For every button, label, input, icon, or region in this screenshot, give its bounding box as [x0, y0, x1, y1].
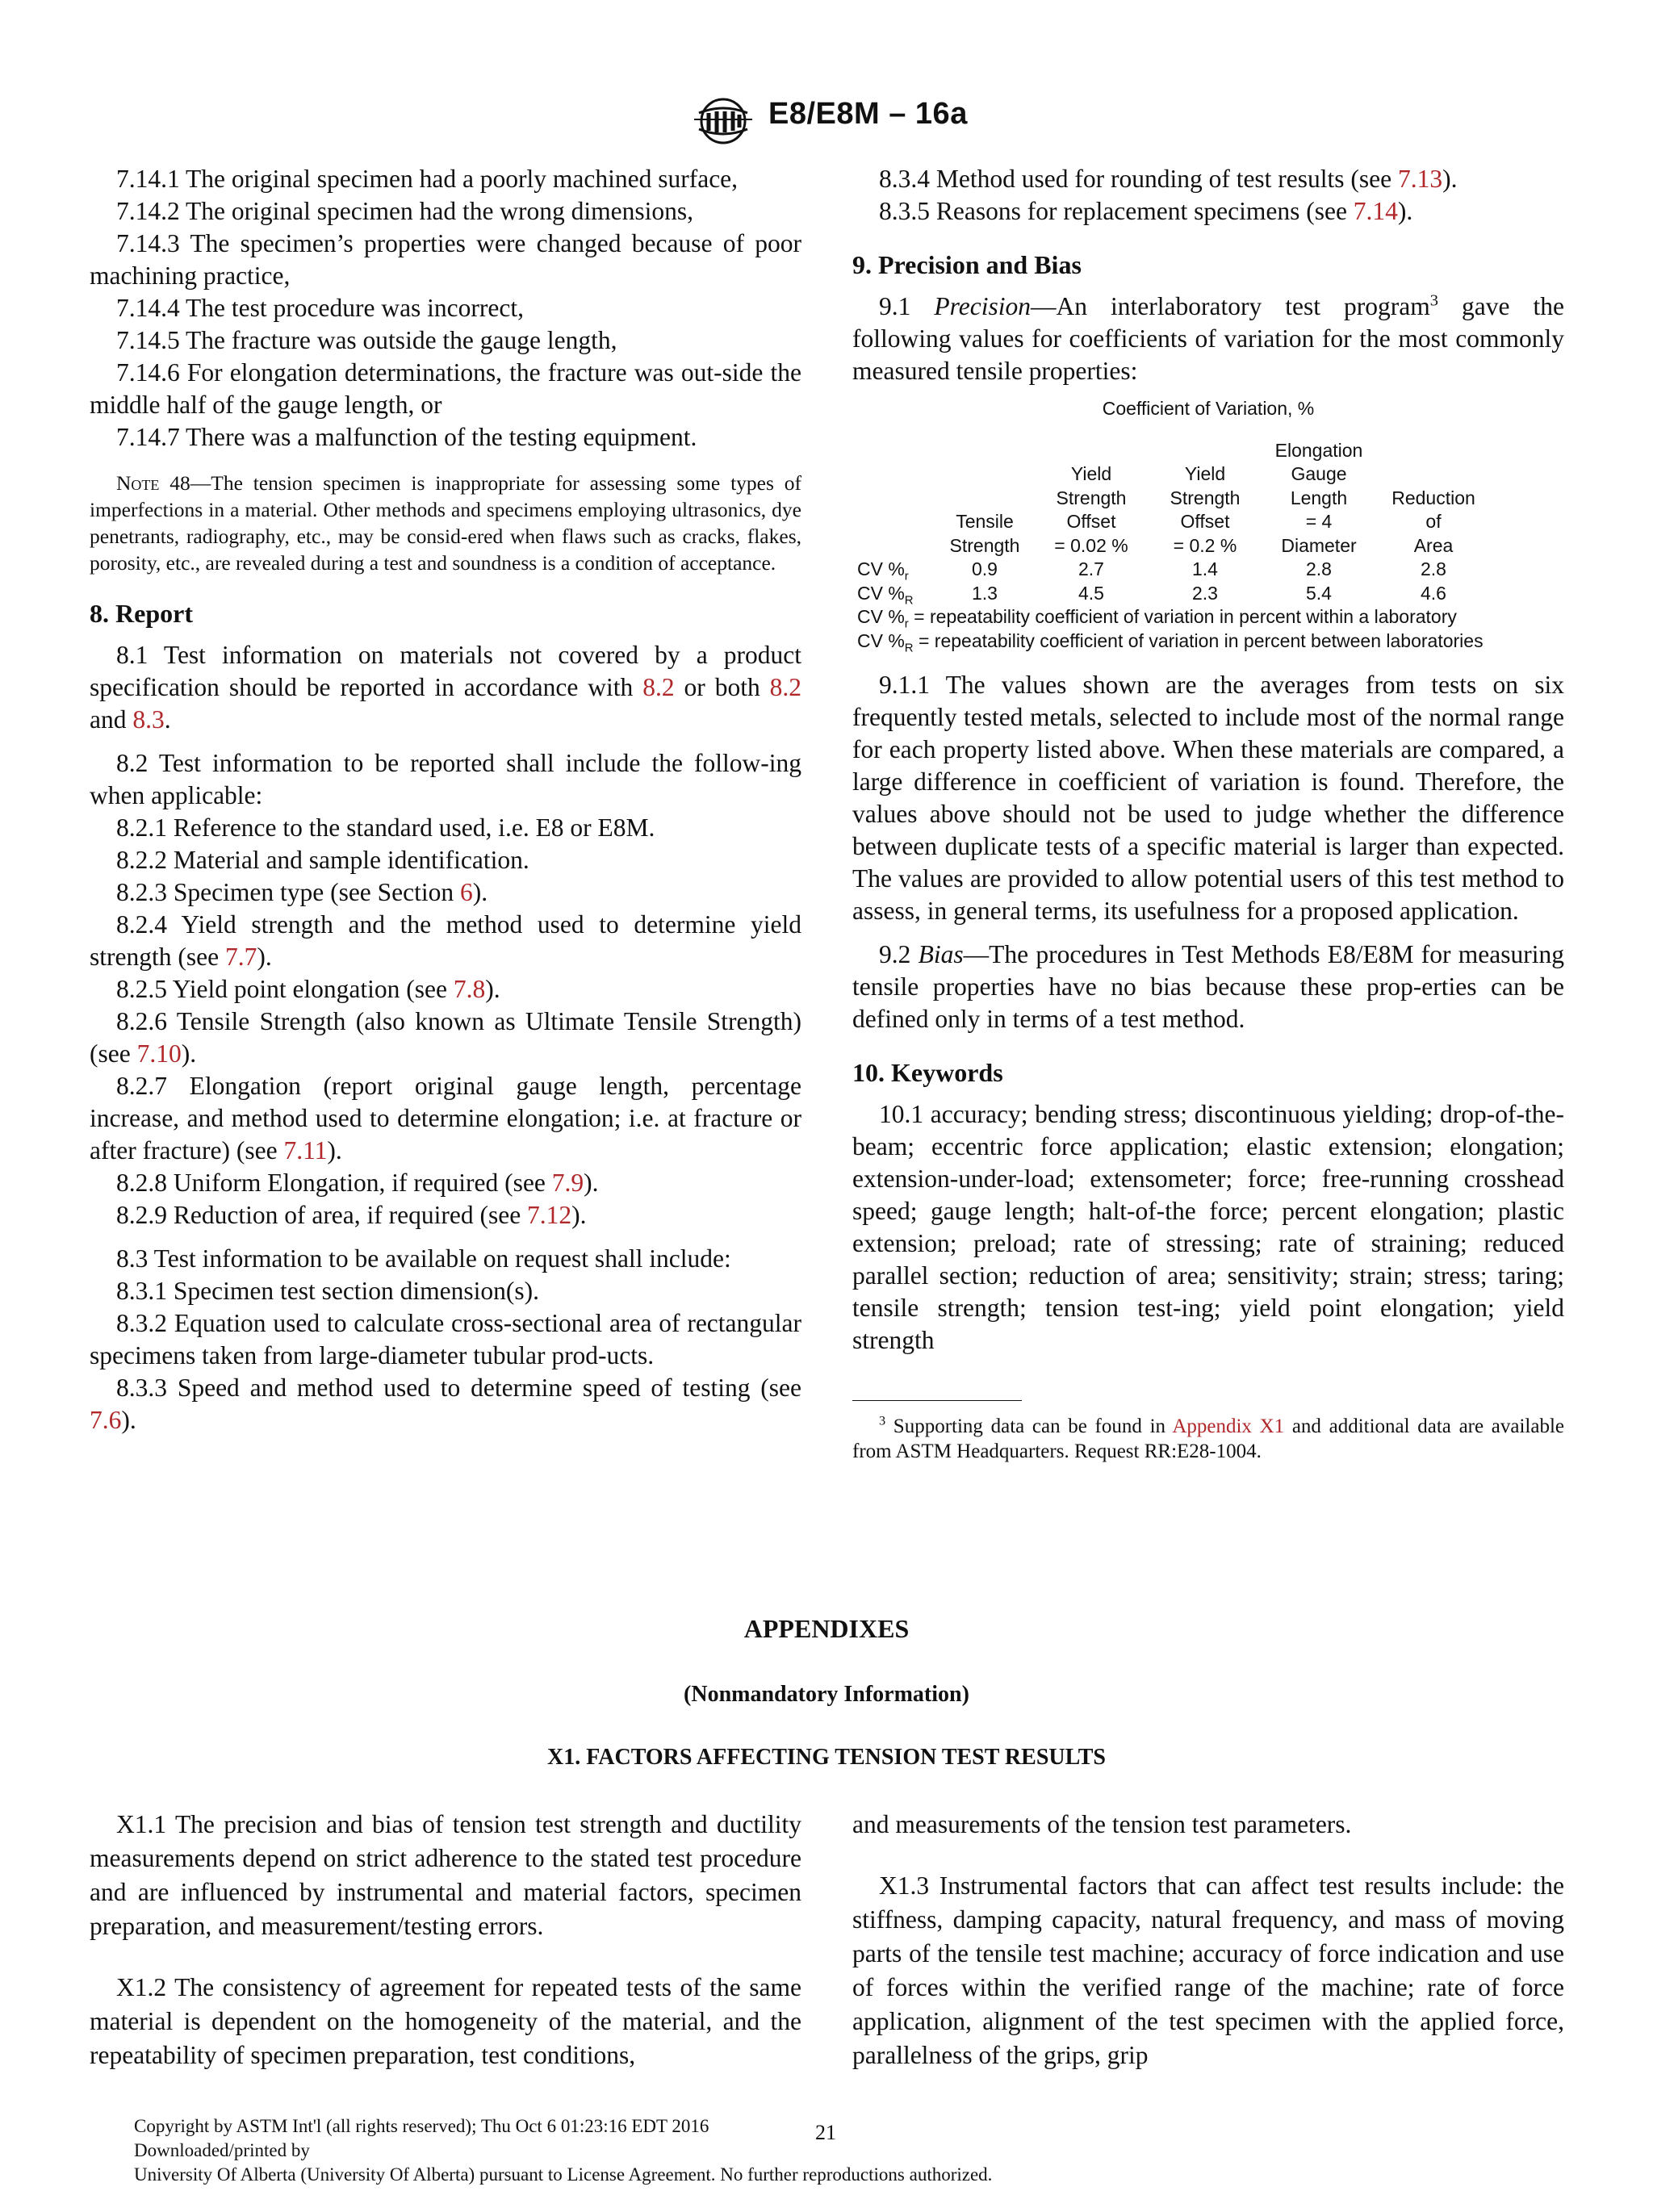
page-number: 21	[815, 2121, 836, 2144]
table-header-cell	[857, 487, 935, 511]
note-text: 48—The tension specimen is inappropriate for assessing some types of imperfections in a material. Other methods and specimens employing ultrasonics, dye penetrants, radiography, etc., may be consid-ered when flaws such as cracks, flakes, porosity, etc., are revealed during a test and soundness is a condition of acceptance.	[90, 471, 801, 575]
clause-7-14-2: 7.14.2 The original specimen had the wrong dimensions,	[116, 197, 694, 225]
table-cell: 2.8	[1306, 558, 1332, 579]
clause-8-3-2: 8.3.2 Equation used to calculate cross-sectional area of rectangular specimens taken from large-diameter tubular prod-ucts.	[90, 1309, 801, 1369]
table-cell: 0.9	[972, 558, 998, 579]
clause-8-2-3: 8.2.3 Specimen type (see Section 6).	[116, 878, 488, 906]
table-caption: Coefficient of Variation, %	[1102, 398, 1315, 419]
clause-x1-1: X1.1 The precision and bias of tension test strength and ductility measurements depend on strict adherence to the stated test procedure and are influenced by instrumental and material factors, specimen preparation, and measurement/testing errors.	[90, 1810, 801, 1940]
ref-7-10-link[interactable]: 7.10	[136, 1039, 182, 1068]
right-column	[852, 163, 1564, 1464]
table-header-cell	[935, 439, 1035, 463]
table-cell: 4.5	[1078, 582, 1104, 604]
page-footer	[134, 2114, 1555, 2187]
table-cell: 1.3	[972, 582, 998, 604]
table-row	[857, 558, 1492, 582]
note-label: Note	[116, 471, 160, 495]
clause-9-2: 9.2 Bias—The procedures in Test Methods E8/E8M for measuring tensile properties have no bias because these prop-erties can be defined only in terms of a test method.	[852, 940, 1565, 1033]
cv-R-definition: CV $\%_R$ = repeatability coefficient of variation in percent between laboratories	[857, 629, 1484, 655]
table-header-cell: Offset	[1180, 511, 1230, 532]
table-header-cell	[935, 462, 1035, 487]
appendix-left-column	[90, 1808, 801, 2072]
cv-table	[852, 397, 1564, 653]
clause-9-1-1: 9.1.1 The values shown are the averages from tests on six frequently tested metals, selected to include most of the normal range for each property listed above. When these materials are compared, a large difference in coefficient of variation is found. Therefore, the values above should not be used to judge whether the difference between duplicate tests of a specific material is larger than expected. The values are provided to allow potential users of this test method to assess, in general terms, its usefulness for a proposed application.	[852, 671, 1564, 925]
section-8-heading: 8. Report	[90, 599, 193, 628]
clause-8-3-5: 8.3.5 Reasons for replacement specimens (see 7.14).	[879, 197, 1413, 225]
section-10-heading: 10. Keywords	[852, 1058, 1003, 1087]
clause-8-2-7: 8.2.7 Elongation (report original gauge length, percentage increase, and method used to determine elongation; i.e. at fracture or after fracture) (see 7.11).	[90, 1072, 801, 1165]
appendix-right-column	[852, 1808, 1564, 2072]
table-header-cell: Yield	[1070, 463, 1112, 484]
downloaded-line: Downloaded/printed by	[134, 2140, 310, 2160]
clause-7-14-6: 7.14.6 For elongation determinations, the fracture was out-side the middle half of the gauge length, or	[90, 358, 801, 419]
coefficient-of-variation-table	[857, 439, 1492, 606]
table-header-row	[857, 534, 1492, 558]
table-cell: 2.3	[1192, 582, 1218, 604]
x1-heading: X1. FACTORS AFFECTING TENSION TEST RESULTS	[547, 1745, 1106, 1770]
table-cell: 4.6	[1421, 582, 1446, 604]
clause-7-14-7: 7.14.7 There was a malfunction of the testing equipment.	[116, 423, 697, 451]
table-header-cell: = 0.2 %	[1173, 534, 1237, 556]
table-header-cell: Diameter	[1281, 534, 1357, 556]
clause-7-14-1: 7.14.1 The original specimen had a poorly machined surface,	[116, 165, 739, 193]
clause-8-3-3: 8.3.3 Speed and method used to determine speed of testing (see 7.6).	[90, 1374, 801, 1434]
table-header-row	[857, 439, 1492, 463]
table-header-cell: Elongation	[1274, 439, 1363, 461]
table-header-cell: Strength	[1056, 487, 1127, 508]
table-header-cell: of	[1425, 511, 1442, 532]
table-header-cell: Reduction	[1391, 487, 1475, 508]
clause-8-2-6: 8.2.6 Tensile Strength (also known as Ultimate Tensile Strength) (see 7.10).	[90, 1007, 801, 1068]
table-cell: 5.4	[1306, 582, 1332, 604]
ref-8-2-link[interactable]: 8.2	[642, 673, 675, 701]
cv-r-definition: CV $\%_r$ = repeatability coefficient of variation in percent within a laboratory	[857, 606, 1457, 631]
ref-8-2-link[interactable]: 8.2	[769, 673, 802, 701]
table-header-cell: = 0.02 %	[1054, 534, 1128, 556]
table-row	[857, 582, 1492, 606]
ref-7-11-link[interactable]: 7.11	[283, 1136, 328, 1165]
table-header-row	[857, 487, 1492, 511]
left-column	[90, 163, 801, 1436]
note-48	[90, 470, 801, 576]
ref-7-14-link[interactable]: 7.14	[1353, 197, 1398, 225]
clause-8-3: 8.3 Test information to be available on request shall include:	[116, 1244, 731, 1273]
clause-8-2-9: 8.2.9 Reduction of area, if required (see 7.12).	[116, 1201, 587, 1229]
table-header-cell	[857, 462, 935, 487]
clause-8-3-4: 8.3.4 Method used for rounding of test results (see 7.13).	[879, 165, 1458, 193]
footnote-3: $^3$ Supporting data can be found in Appendix X1 and additional data are available from ASTM Headquarters. Request RR:E28-1004.	[852, 1413, 1564, 1462]
clause-7-14-4: 7.14.4 The test procedure was incorrect,	[116, 294, 524, 322]
copyright-line: Copyright by ASTM Int'l (all rights reserved); Thu Oct 6 01:23:16 EDT 2016	[134, 2116, 709, 2136]
clause-10-1: 10.1 accuracy; bending stress; discontinuous yielding; drop-of-the-beam; eccentric force application; elastic extension; elongation; extension-under-load; extensometer; force; free-running crosshead speed; gauge length; halt-of-the force; percent elongation; plastic extension; preload; rate of stressing; rate of straining; reduced parallel section; reduction of area; sensitivity; strain; stress; taring; tensile strength; tension test-ing; yield point elongation; yield strength	[852, 1100, 1564, 1354]
table-header-cell	[1148, 439, 1262, 463]
table-header-cell: Strength	[949, 534, 1020, 556]
page-header	[0, 95, 1653, 152]
table-cell: 2.8	[1421, 558, 1446, 579]
appendixes-title: APPENDIXES	[743, 1614, 910, 1643]
table-header-cell	[1375, 462, 1492, 487]
clause-8-2: 8.2 Test information to be reported shall include the follow-ing when applicable:	[90, 749, 801, 809]
table-header-cell: Gauge	[1291, 463, 1347, 484]
footnote-divider	[852, 1400, 1022, 1401]
table-header-cell: Strength	[1170, 487, 1241, 508]
table-header-cell: Area	[1413, 534, 1454, 556]
ref-section-6-link[interactable]: 6	[460, 878, 473, 906]
ref-7-6-link[interactable]: 7.6	[90, 1406, 122, 1434]
row-label: CV $\%_R$	[857, 582, 914, 608]
clause-x1-2: X1.2 The consistency of agreement for repeated tests of the same material is dependent on the homogeneity of the material, and the repeatability of specimen preparation, test conditions,	[90, 1973, 801, 2069]
appendix-x1-link[interactable]: Appendix X1	[1172, 1415, 1285, 1437]
clause-8-3-1: 8.3.1 Specimen test section dimension(s).	[116, 1277, 540, 1305]
clause-8-2-4: 8.2.4 Yield strength and the method used to determine yield strength (see 7.7).	[90, 910, 801, 971]
section-9-heading: 9. Precision and Bias	[852, 250, 1082, 279]
table-header-cell	[857, 439, 935, 463]
ref-8-3-link[interactable]: 8.3	[132, 705, 165, 734]
table-header-cell	[857, 510, 935, 534]
table-header-cell: = 4	[1305, 511, 1333, 532]
clause-8-2-5: 8.2.5 Yield point elongation (see 7.8).	[116, 975, 500, 1003]
clause-8-1: 8.1 Test information on materials not covered by a product specification should be reported in accordance with 8.2 or both 8.2 and 8.3.	[90, 641, 802, 734]
clause-7-14-5: 7.14.5 The fracture was outside the gauge length,	[116, 326, 617, 354]
table-header-cell: Length	[1290, 487, 1348, 508]
ref-7-8-link[interactable]: 7.8	[453, 975, 486, 1003]
table-header-cell	[935, 487, 1035, 511]
clause-7-14-3: 7.14.3 The specimen’s properties were changed because of poor machining practice,	[90, 229, 801, 290]
appendixes-subtitle: (Nonmandatory Information)	[684, 1682, 969, 1707]
table-header-row	[857, 510, 1492, 534]
table-cell: 2.7	[1078, 558, 1104, 579]
table-header-cell	[857, 534, 935, 558]
table-header-row	[857, 462, 1492, 487]
ref-7-12-link[interactable]: 7.12	[527, 1201, 572, 1229]
clause-8-2-1: 8.2.1 Reference to the standard used, i.e. E8 or E8M.	[116, 813, 655, 842]
document-designation: E8/E8M – 16a	[768, 97, 968, 131]
clause-8-2-8: 8.2.8 Uniform Elongation, if required (see 7.9).	[116, 1169, 599, 1197]
clause-x1-3: X1.3 Instrumental factors that can affect test results include: the stiffness, damping capacity, natural frequency, and mass of moving parts of the tensile test machine; accuracy of force indication and use of forces within the verified range of the machine; rate of force application, alignment of the test specimen with the applied force, parallelness of the grips, grip	[852, 1871, 1564, 2069]
table-header-cell: Yield	[1184, 463, 1226, 484]
ref-7-7-link[interactable]: 7.7	[224, 943, 257, 971]
astm-logo-icon	[693, 95, 754, 147]
footnote-3-marker[interactable]: 3	[1429, 291, 1438, 310]
table-cell: 1.4	[1192, 558, 1218, 579]
clause-8-2-2: 8.2.2 Material and sample identification.	[116, 846, 529, 874]
clause-x1-2-continued: and measurements of the tension test parameters.	[852, 1810, 1352, 1838]
table-notes	[857, 605, 1564, 653]
ref-7-9-link[interactable]: 7.9	[551, 1169, 584, 1197]
clause-9-1: 9.1 Precision—An interlaboratory test program$^3$ gave the following values for coefficients of variation for the most commonly measured tensile properties:	[852, 291, 1564, 385]
table-header-cell: Tensile	[956, 511, 1014, 532]
table-header-cell	[1035, 439, 1148, 463]
table-header-cell	[1375, 439, 1492, 463]
row-label: CV $\%_r$	[857, 558, 909, 583]
table-header-cell: Offset	[1066, 511, 1116, 532]
license-line: University Of Alberta (University Of Alberta) pursuant to License Agreement. No further reproductions authorized.	[134, 2164, 993, 2185]
ref-7-13-link[interactable]: 7.13	[1398, 165, 1443, 193]
